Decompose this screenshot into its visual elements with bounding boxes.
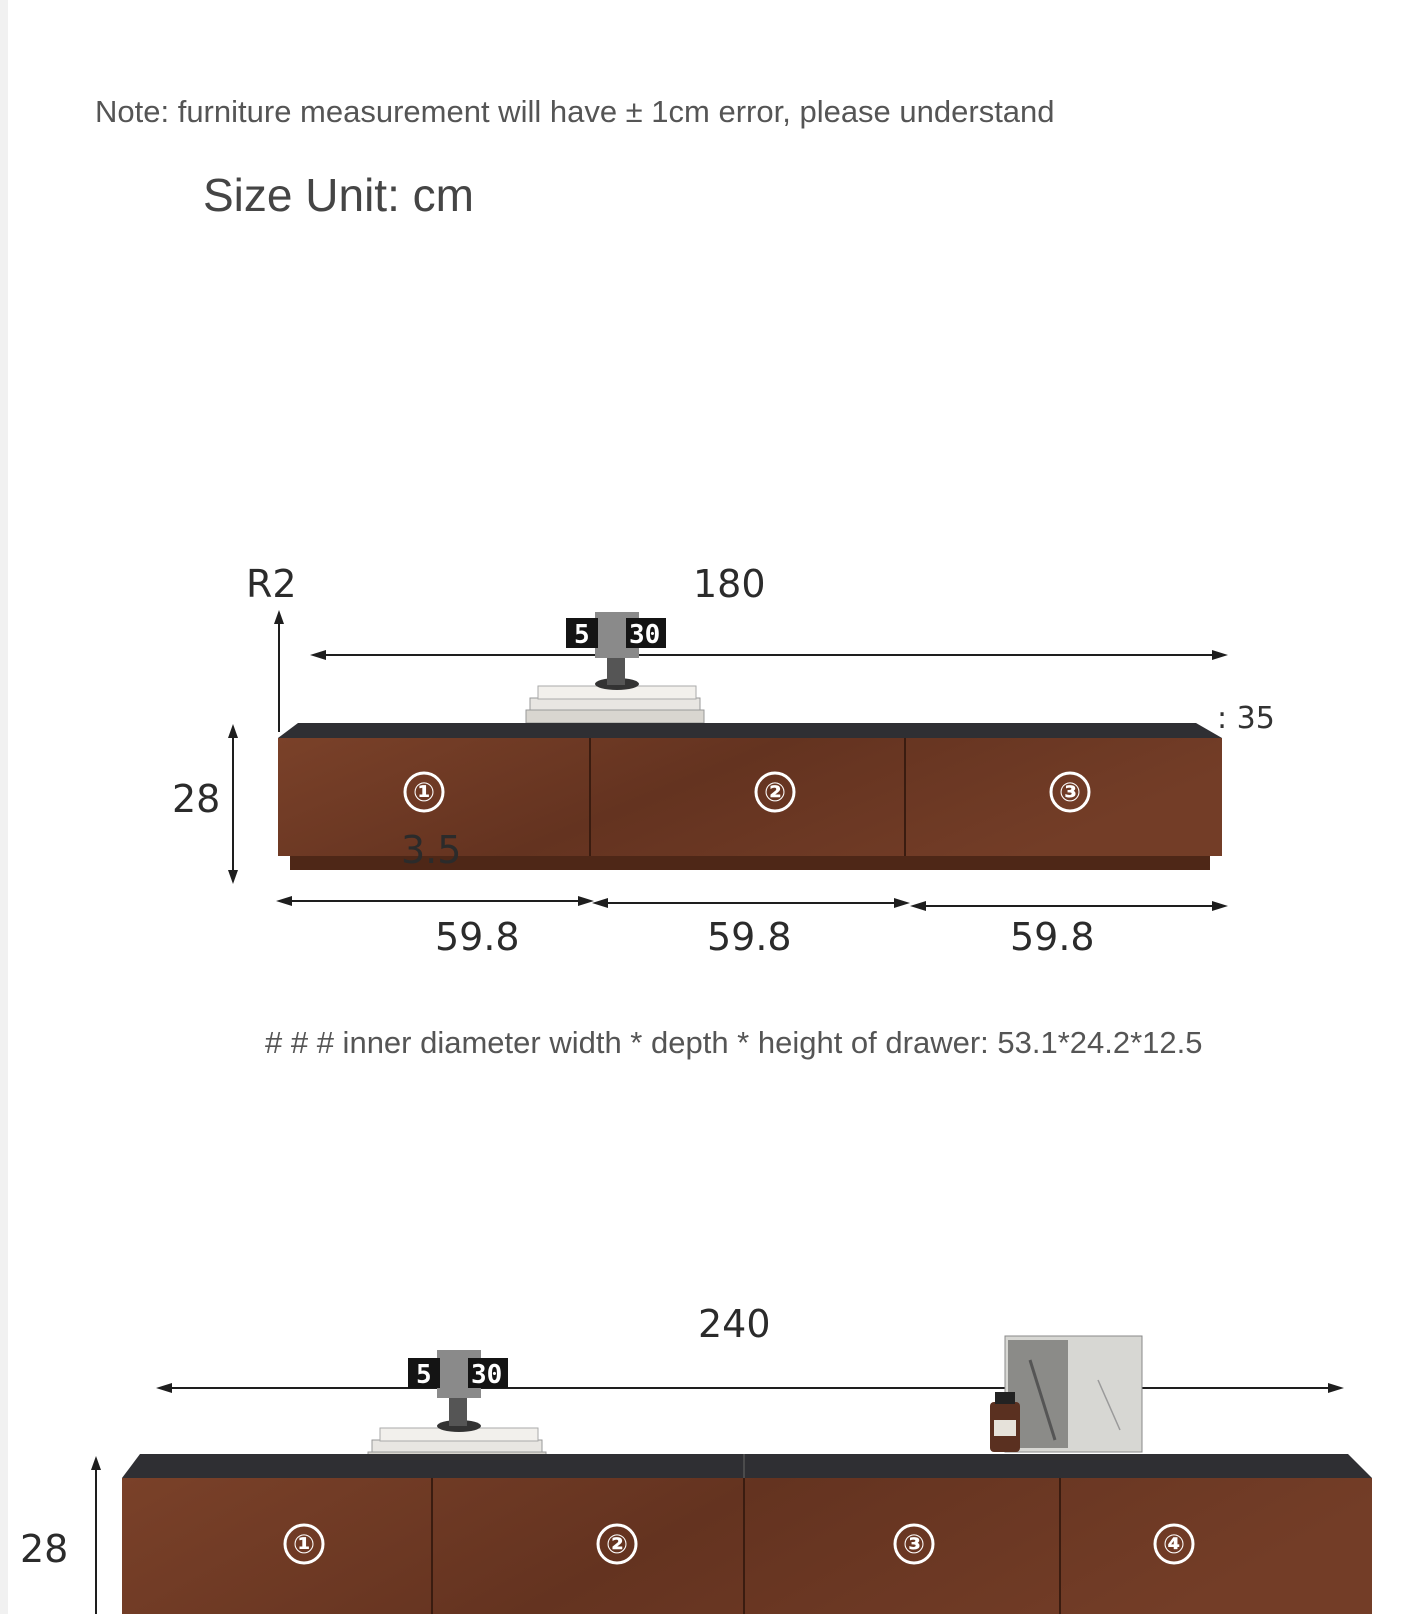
svg-text:③: ③ <box>902 1530 926 1560</box>
width-arrow-left <box>310 650 326 660</box>
width-arrow-240-left <box>156 1383 172 1393</box>
drawer-width-arrow-2-left <box>592 898 608 908</box>
drawer-width-arrow-3-right <box>1212 901 1228 911</box>
svg-text:①: ① <box>292 1530 316 1560</box>
base-height-label: 3.5 <box>401 828 462 872</box>
height-label-240: 28 <box>20 1527 69 1571</box>
drawer-width-label-2: 59.8 <box>707 915 792 959</box>
drawer-width-label-3: 59.8 <box>1010 915 1095 959</box>
svg-text:③: ③ <box>1058 778 1082 808</box>
width-arrow-right <box>1212 650 1228 660</box>
drawer-width-arrow-2-right <box>894 898 910 908</box>
drawer-width-label-1: 59.8 <box>435 915 520 959</box>
width-label-240: 240 <box>698 1302 771 1346</box>
cabinet-top <box>278 723 1222 738</box>
size-unit-label: Size Unit: cm <box>203 169 474 221</box>
corner-radius-label: R2 <box>246 562 297 606</box>
clock-ornament-240 <box>368 1350 546 1465</box>
width-label-180: 180 <box>693 562 766 606</box>
svg-text:④: ④ <box>1162 1530 1186 1560</box>
width-arrow-240-right <box>1328 1383 1344 1393</box>
clock-hour: 5 <box>574 620 590 650</box>
clock-minute: 30 <box>629 620 661 650</box>
depth-label: : 35 <box>1217 701 1275 736</box>
clock-hour-240: 5 <box>416 1360 432 1390</box>
radius-arrow-head <box>274 610 284 624</box>
height-arrow-bottom <box>228 870 238 884</box>
tv-cabinet-180-diagram <box>0 560 1420 960</box>
decor-picture-frame <box>1005 1336 1142 1452</box>
tv-cabinet-240-diagram <box>0 1300 1420 1614</box>
svg-text:②: ② <box>763 778 787 808</box>
drawer-width-arrow-1-left <box>276 896 292 906</box>
svg-text:①: ① <box>412 778 436 808</box>
svg-text:②: ② <box>605 1530 629 1560</box>
drawer-width-arrow-3-left <box>910 901 926 911</box>
measurement-note: Note: furniture measurement will have ± 1cm error, please understand <box>95 94 1055 129</box>
drawer-inner-dimensions: # # # inner diameter width * depth * height of drawer: 53.1*24.2*12.5 <box>265 1025 1203 1060</box>
clock-minute-240: 30 <box>471 1360 503 1390</box>
height-arrow-top <box>228 724 238 738</box>
height-label-180: 28 <box>172 777 221 821</box>
drawer-width-arrow-1-right <box>578 896 594 906</box>
clock-ornament <box>526 612 704 723</box>
height-arrow-240-top <box>91 1456 101 1470</box>
cabinet-top-240 <box>122 1454 1372 1478</box>
